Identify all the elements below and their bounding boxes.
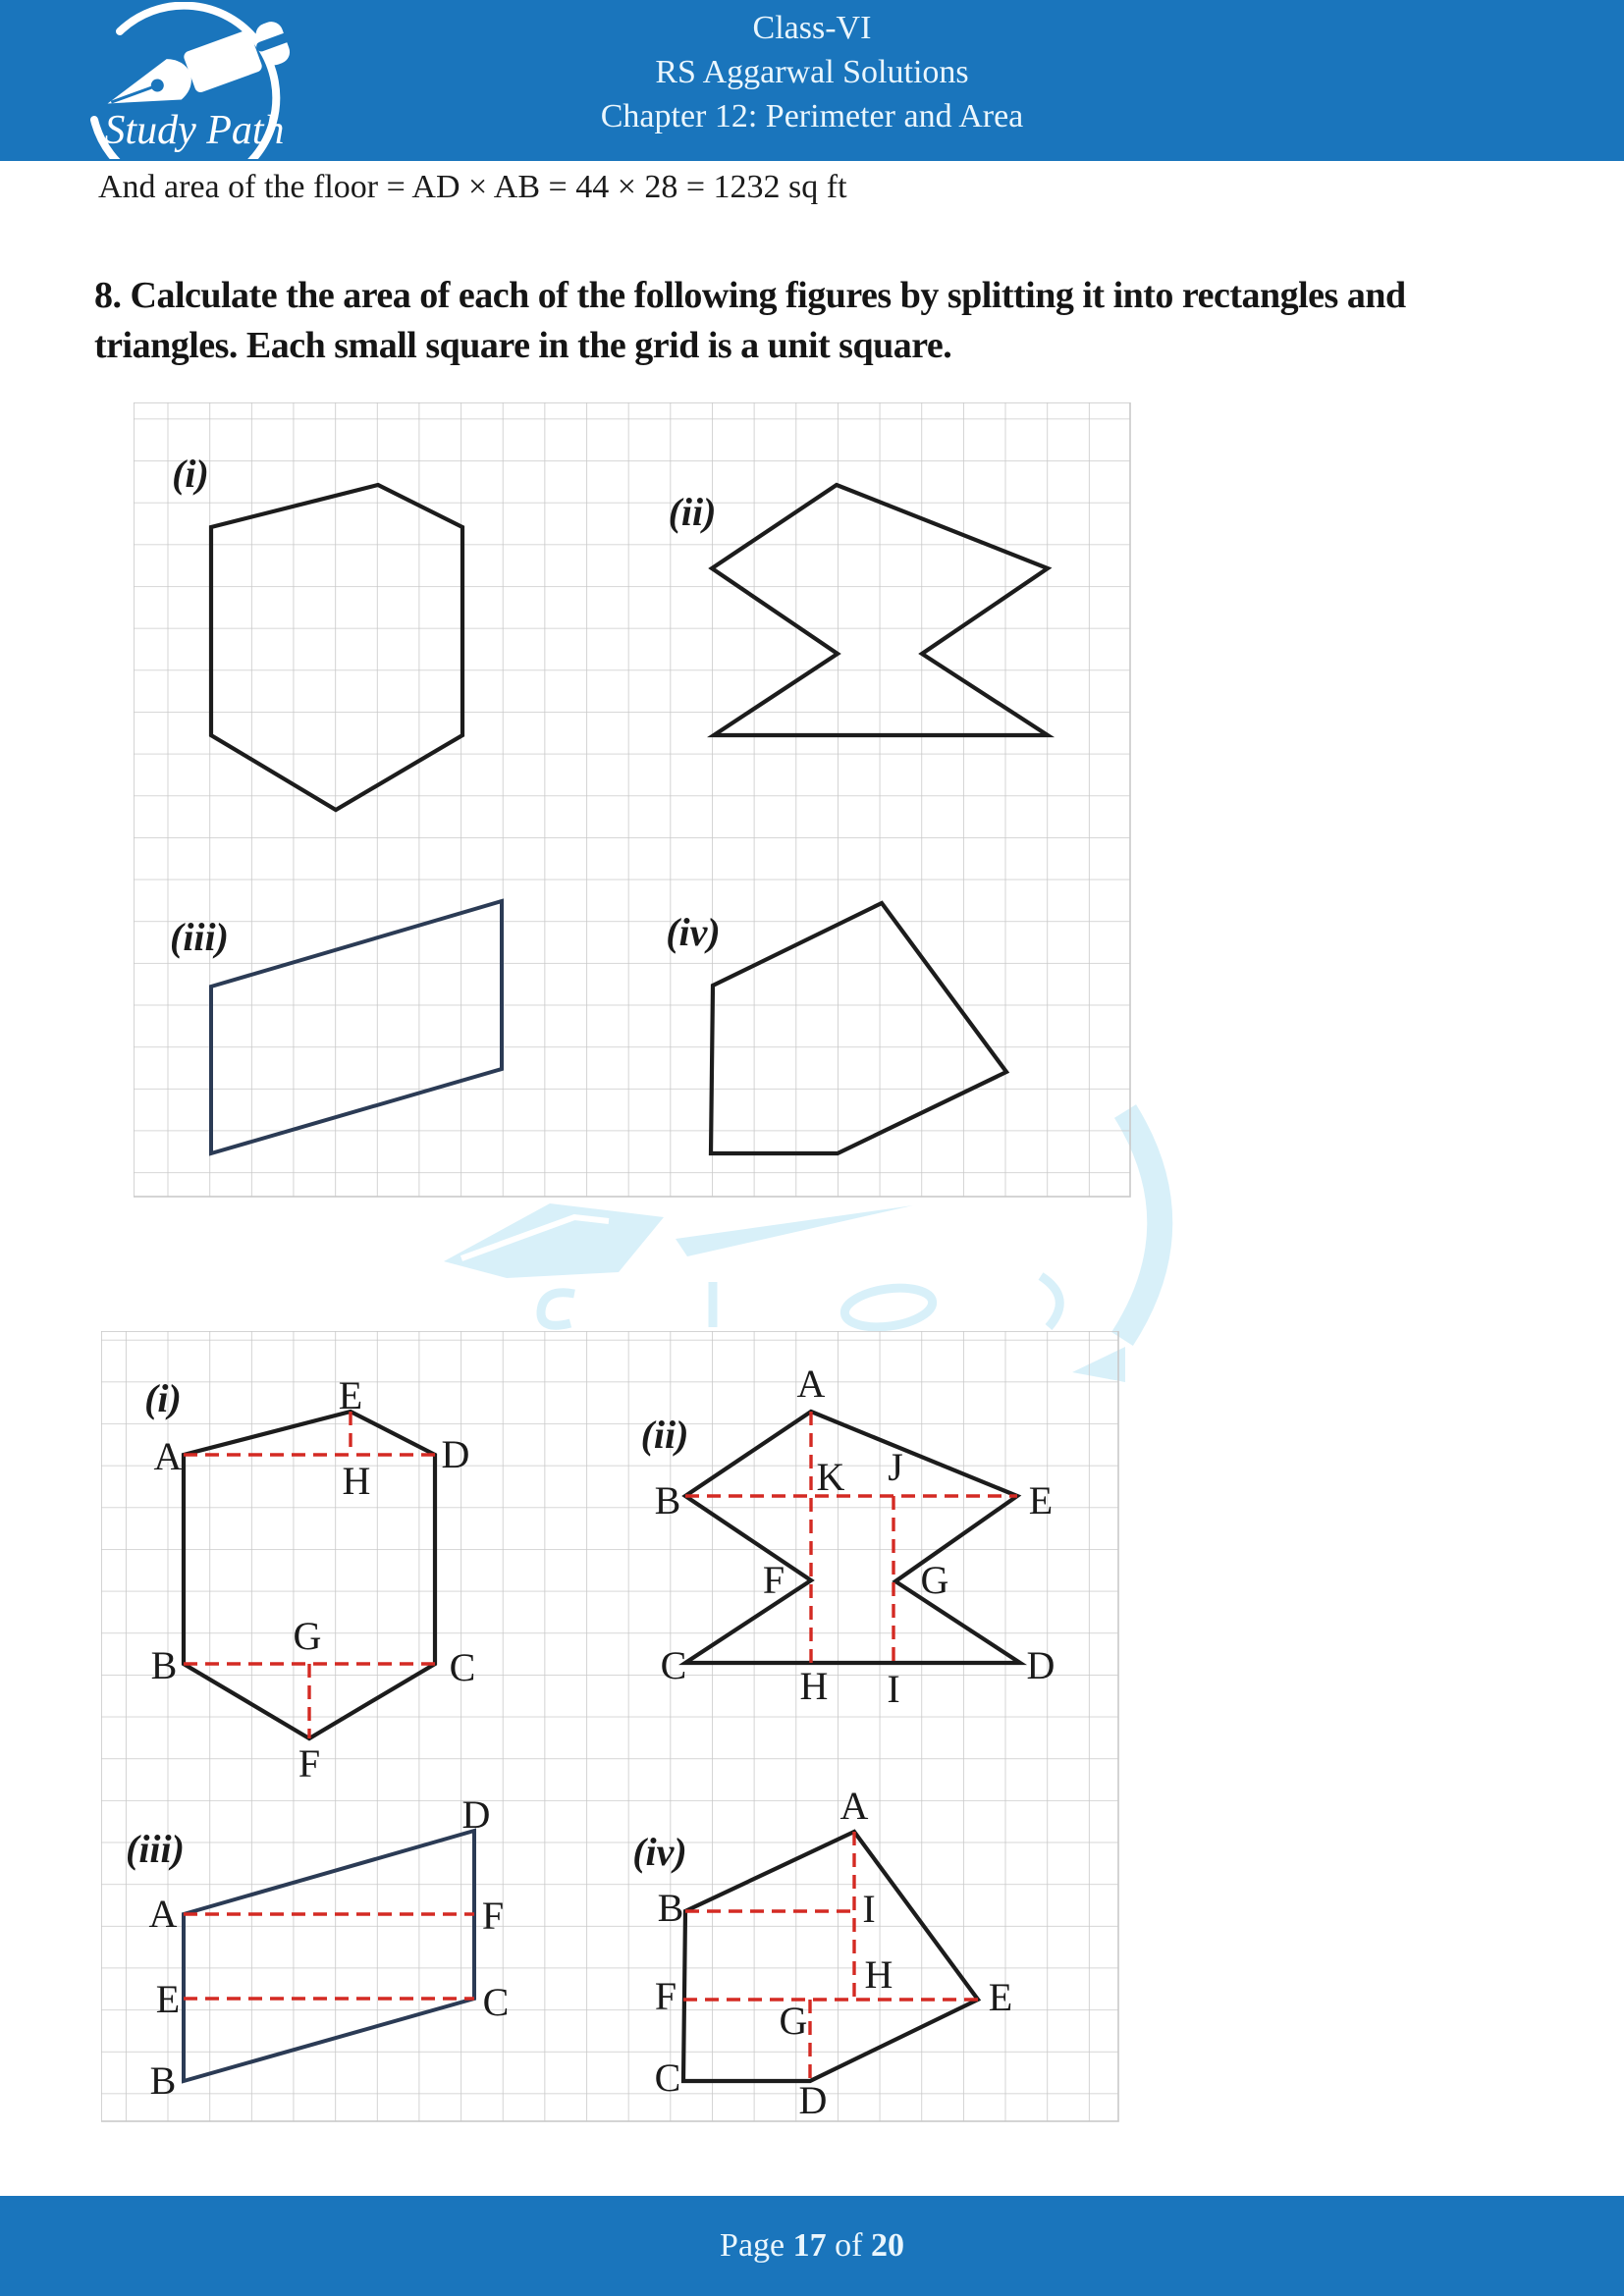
vertex-label-G: G <box>293 1614 322 1658</box>
vertex-label-C: C <box>449 1645 476 1689</box>
vertex-label-A: A <box>153 1434 183 1478</box>
vertex-label-E: E <box>338 1373 363 1417</box>
header-title-block <box>0 6 1624 138</box>
vertex-label-B: B <box>149 2058 177 2103</box>
figure-top-iv-tag: (iv) <box>666 910 721 954</box>
vertex-label-E: E <box>1028 1478 1054 1522</box>
vertex-label-C: C <box>482 1980 510 2024</box>
vertex-label-F: F <box>762 1558 785 1602</box>
footer-banner <box>0 2196 1624 2296</box>
footer-page-total: 20 <box>870 2227 904 2264</box>
vertex-label-D: D <box>1026 1643 1056 1687</box>
watermark-script-curve-4 <box>1041 1276 1059 1327</box>
grid-background <box>134 402 1130 1197</box>
vertex-label-B: B <box>657 1886 684 1930</box>
figure-bottom-iv-tag: (iv) <box>632 1830 687 1874</box>
header-chapter-line: Chapter 12: Perimeter and Area <box>600 98 1024 134</box>
vertex-label-K: K <box>816 1455 845 1499</box>
footer-of-word: of <box>826 2227 871 2264</box>
header-solutions-line: RS Aggarwal Solutions <box>655 54 969 90</box>
vertex-label-H: H <box>342 1459 371 1503</box>
footer-page-word: Page <box>720 2227 793 2264</box>
figure-top-i-tag: (i) <box>172 452 209 496</box>
vertex-label-I: I <box>887 1667 900 1711</box>
vertex-label-A: A <box>148 1892 178 1936</box>
header-class-line: Class-VI <box>752 10 872 46</box>
vertex-label-B: B <box>654 1478 681 1522</box>
vertex-label-G: G <box>920 1558 949 1602</box>
question-line-2: triangles. Each small square in the grid is a unit square. <box>94 325 952 366</box>
footer-page-current: 17 <box>792 2227 827 2264</box>
vertex-label-F: F <box>298 1741 321 1786</box>
watermark-pen-body <box>676 1205 913 1256</box>
vertex-label-F: F <box>654 1974 677 2018</box>
watermark-script-curve-1 <box>541 1293 574 1325</box>
vertex-label-H: H <box>864 1952 893 1997</box>
figure-bottom-iii-tag: (iii) <box>126 1827 185 1871</box>
watermark-script-curve-3 <box>842 1283 935 1332</box>
logo-script-text: Study Path <box>104 108 285 153</box>
vertex-label-G: G <box>779 1999 808 2043</box>
vertex-label-E: E <box>988 1975 1013 2019</box>
grid-paper-top <box>134 402 1131 1198</box>
question-heading <box>94 271 1406 371</box>
watermark-pen-nib <box>444 1203 664 1278</box>
vertex-label-D: D <box>461 1792 491 1837</box>
question-line-1: 8. Calculate the area of each of the following figures by splitting it into rectangles and <box>94 275 1406 316</box>
vertex-label-D: D <box>798 2078 828 2122</box>
vertex-label-F: F <box>481 1894 505 1938</box>
grid-background <box>101 1331 1118 2121</box>
vertex-label-C: C <box>660 1643 687 1687</box>
vertex-label-E: E <box>155 1977 181 2021</box>
vertex-label-I: I <box>862 1887 876 1931</box>
vertex-label-C: C <box>654 2056 681 2100</box>
vertex-label-A: A <box>839 1784 869 1828</box>
area-formula-text: And area of the floor = AD × AB = 44 × 28 = 1232 sq ft <box>98 169 847 205</box>
vertex-label-J: J <box>888 1445 903 1489</box>
grid-paper-bottom <box>101 1331 1119 2122</box>
vertex-label-A: A <box>796 1362 826 1406</box>
header-banner <box>0 0 1624 161</box>
figure-bottom-i-tag: (i) <box>144 1376 182 1420</box>
vertex-label-H: H <box>799 1664 829 1708</box>
figure-top-ii-tag: (ii) <box>668 490 717 534</box>
vertex-label-D: D <box>441 1432 470 1476</box>
figure-bottom-ii-tag: (ii) <box>640 1413 689 1457</box>
vertex-label-B: B <box>150 1643 178 1687</box>
figure-top-iii-tag: (iii) <box>170 915 229 959</box>
